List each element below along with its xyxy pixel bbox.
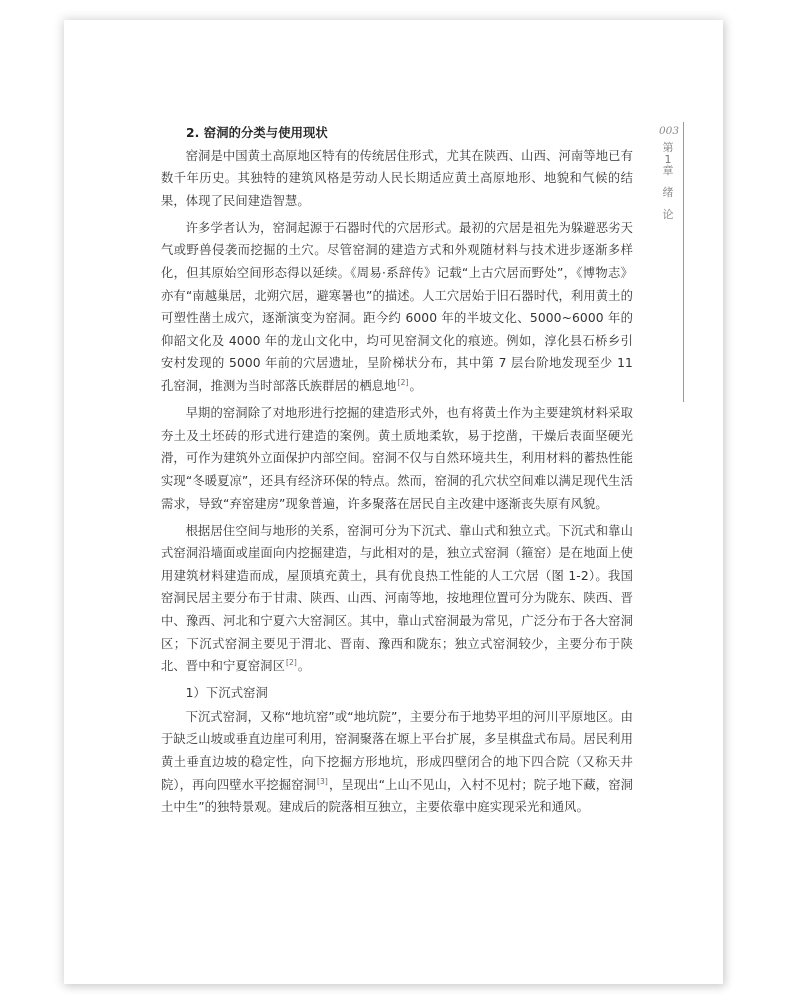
- page-number: 003: [658, 125, 680, 137]
- section-title: 2. 窑洞的分类与使用现状: [186, 126, 328, 140]
- paragraph-text-tail: ，呈现出“上山不见山，入村不见村；院子地下藏，窑洞土中生”的独特景观。建成后的院落相互独立，主要依靠中庭实现采光和通风。: [161, 777, 633, 815]
- paragraph-text: 根据居住空间与地形的关系，窑洞可分为下沉式、靠山式和独立式。下沉式和靠山式窑洞沿墙面或崖面向内挖掘建造，与此相对的是，独立式窑洞（箍窑）是在地面上使用建筑材料建造而成，屋顶填充黄土，具有优良热工性能的人工穴居（图 1-2）。我国窑洞民居主要分布于甘肃、陕西、山西、河南等地，按地理位置可分为陇东、陕西、晋中、豫西、河北和宁夏六大窑洞区。其中，靠山式窑洞最为常见，广泛分布于各大窑洞区；下沉式窑洞主要见于渭北、晋南、豫西和陇东；独立式窑洞较少，主要分布于陕北、晋中和宁夏窑洞区: [161, 523, 633, 674]
- paragraph-text: 下沉式窑洞，又称“地坑窑”或“地坑院”，主要分布于地势平坦的河川平原地区。由于缺乏山坡或垂直边崖可利用，窑洞聚落在塬上平台扩展，多呈棋盘式布局。居民利用黄土垂直边坡的稳定性，向下挖掘方形地坑，形成四壁闭合的地下四合院（又称天井院），再向四壁水平挖掘窑洞: [161, 709, 633, 792]
- chapter-prefix: 第: [662, 141, 674, 154]
- paragraph-early-construction: 早期的窑洞除了对地形进行挖掘的建造形式外，也有将黄土作为主要建筑材料采取夯土及土坯砖的形式进行建造的案例。黄土质地柔软，易于挖凿，干燥后表面坚硬光滑，可作为建筑外立面保护内部空间。窑洞不仅与自然环境共生，利用材料的蓄热性能实现“冬暖夏凉”，还具有经济环保的特点。然而，窑洞的孔穴状空间难以满足现代生活需求，导致“弃窑建房”现象普遍，许多聚落在居民自主改建中逐渐丧失原有风貌。: [161, 406, 633, 511]
- chapter-side-marker: [654, 120, 682, 230]
- chapter-title-char: 论: [662, 208, 674, 221]
- paragraph-classification: [161, 520, 633, 678]
- citation-ref[interactable]: [2]: [397, 378, 409, 388]
- document-page: [64, 20, 723, 984]
- page-body: [161, 122, 633, 819]
- paragraph-origin: [161, 217, 633, 398]
- vertical-divider: [683, 122, 684, 402]
- citation-ref[interactable]: [3]: [317, 776, 328, 786]
- chapter-title-char: 绪: [662, 186, 674, 199]
- paragraph-sunken-cave: [161, 706, 633, 819]
- paragraph-text: 许多学者认为，窑洞起源于石器时代的穴居形式。最初的穴居是祖先为躲避恶劣天气或野兽侵袭而挖掘的土穴。尽管窑洞的建造方式和外观随材料与技术进步逐渐多样化，但其原始空间形态得以延续。《周易·系辞传》记载“上古穴居而野处”，《博物志》亦有“南越巢居，北朔穴居，避寒暑也”的描述。人工穴居始于旧石器时代，利用黄土的可塑性凿土成穴，逐渐演变为窑洞。距今约 6000 年的半坡文化、5000~6000 年的仰韶文化及 4000 年的龙山文化中，均可见窑洞文化的痕迹。例如，淳化县石桥乡引安村发现的 5000 年前的穴居遗址，呈阶梯状分布，其中第 7 层台阶地发现至少 11 孔窑洞，推测为当时部落氏族群居的栖息地: [161, 220, 633, 394]
- chapter-suffix: 章: [662, 164, 674, 177]
- paragraph-text-tail: 。: [409, 379, 422, 394]
- chapter-number: 1: [664, 153, 672, 166]
- citation-ref[interactable]: [2]: [285, 658, 297, 668]
- subsection-heading: 1）下沉式窑洞: [185, 686, 268, 701]
- spacer: [654, 177, 682, 186]
- paragraph-intro: 窑洞是中国黄土高原地区特有的传统居住形式，尤其在陕西、山西、河南等地已有数千年历史。其独特的建筑风格是劳动人民长期适应黄土高原地形、地貌和气候的结果，体现了民间建造智慧。: [161, 148, 633, 208]
- paragraph-text-tail: 。: [297, 659, 311, 674]
